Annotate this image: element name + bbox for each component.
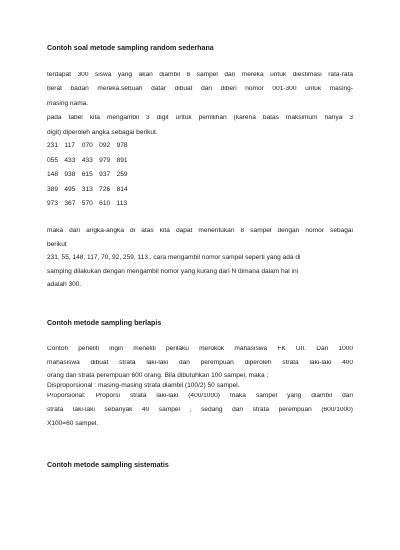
table-cell: 937 (99, 171, 111, 178)
table-cell: 938 (64, 171, 76, 178)
table-cell: 610 (99, 200, 111, 207)
paragraph-line: 231, 55, 148, 117, 70, 92, 259, 113 . cara mengambil nomor sampel seperti yang ada di (47, 254, 301, 261)
paragraph-line: adalah 300. (47, 281, 82, 288)
table-cell: 070 (81, 142, 93, 149)
paragraph-line: maka dari angka-angka di atas kita dapat menentukan 8 sampel dengan nomor sebagai (47, 228, 353, 234)
table-cell: 313 (81, 186, 93, 193)
table-cell: 726 (99, 186, 111, 193)
table-cell: 231 (47, 142, 59, 149)
table-row (47, 200, 134, 207)
paragraph-line: Disproporsional : masing-masing strata diambil (100/2) 50 sampel. (47, 382, 240, 389)
paragraph-line: pada tabel kita mengambil 3 digit untuk pemilihan (karena batas maksimum hanya 3 (47, 115, 353, 121)
paragraph-line: berat badan mereka.sebuah datar dibuat dan diberi nomor 001-300 untuk masing- (47, 86, 353, 92)
table-cell: 891 (116, 157, 128, 164)
paragraph-line: Proporsional: Proporsi strata laki-laki (400/1000) maka sampel yang diambil dari (47, 393, 353, 399)
paragraph-line: orang dan strata perempuan 600 orang. Bila dibutuhkan 100 sampel, maka ; (47, 372, 269, 379)
table-cell: 259 (116, 171, 128, 178)
table-cell: 367 (64, 200, 76, 207)
paragraph-line: mahasiswa dibuat strata laki-laki dan perempuan diperoleh strata laki-laki 400 (47, 360, 353, 366)
table-cell: 978 (116, 142, 128, 149)
table-cell: 148 (47, 171, 59, 178)
paragraph-line: strata laki-laki sebanyak 40 sampel , sedang dari strata perempuan (600/1000) (47, 407, 353, 413)
table-cell: 814 (116, 186, 128, 193)
table-cell: 973 (47, 200, 59, 207)
table-cell: 055 (47, 157, 59, 164)
heading-systematic-sampling: Contoh metode sampling sistematis (47, 461, 169, 469)
table-cell: 433 (64, 157, 76, 164)
table-cell: 117 (64, 142, 75, 149)
table-cell: 433 (81, 157, 93, 164)
table-row (47, 142, 134, 149)
table-row (47, 171, 134, 178)
paragraph-line: digit) diperoleh angka sebagai berikut. (47, 129, 158, 136)
paragraph-line: terdapat 300 siswa yang akan diambil 8 sampel dari mereka untuk diestimasi rata-rata (47, 72, 353, 78)
table-row (47, 157, 134, 164)
table-cell: 389 (47, 186, 59, 193)
table-cell: 495 (64, 186, 76, 193)
paragraph-line: Contoh peneliti ingin meneliti perilaku merokok mahasiswa FK UII. Dari 1000 (47, 346, 353, 352)
paragraph-line: masing nama. (47, 100, 89, 107)
paragraph-line: berikut (47, 241, 67, 248)
table-cell: 113 (116, 200, 128, 207)
paragraph-line: X100=60 sampel. (47, 420, 99, 427)
heading-random-sampling: Contoh soal metode sampling random sederhana (47, 44, 214, 52)
table-cell: 615 (81, 171, 93, 178)
table-cell: 979 (99, 157, 111, 164)
table-cell: 092 (99, 142, 111, 149)
table-row (47, 186, 134, 193)
table-cell: 570 (81, 200, 93, 207)
heading-stratified-sampling: Contoh metode sampling berlapis (47, 319, 162, 327)
paragraph-line: samping dilakukan dengan mengambil nomor yang kurang dari N dimana dalam hal ini (47, 268, 299, 275)
